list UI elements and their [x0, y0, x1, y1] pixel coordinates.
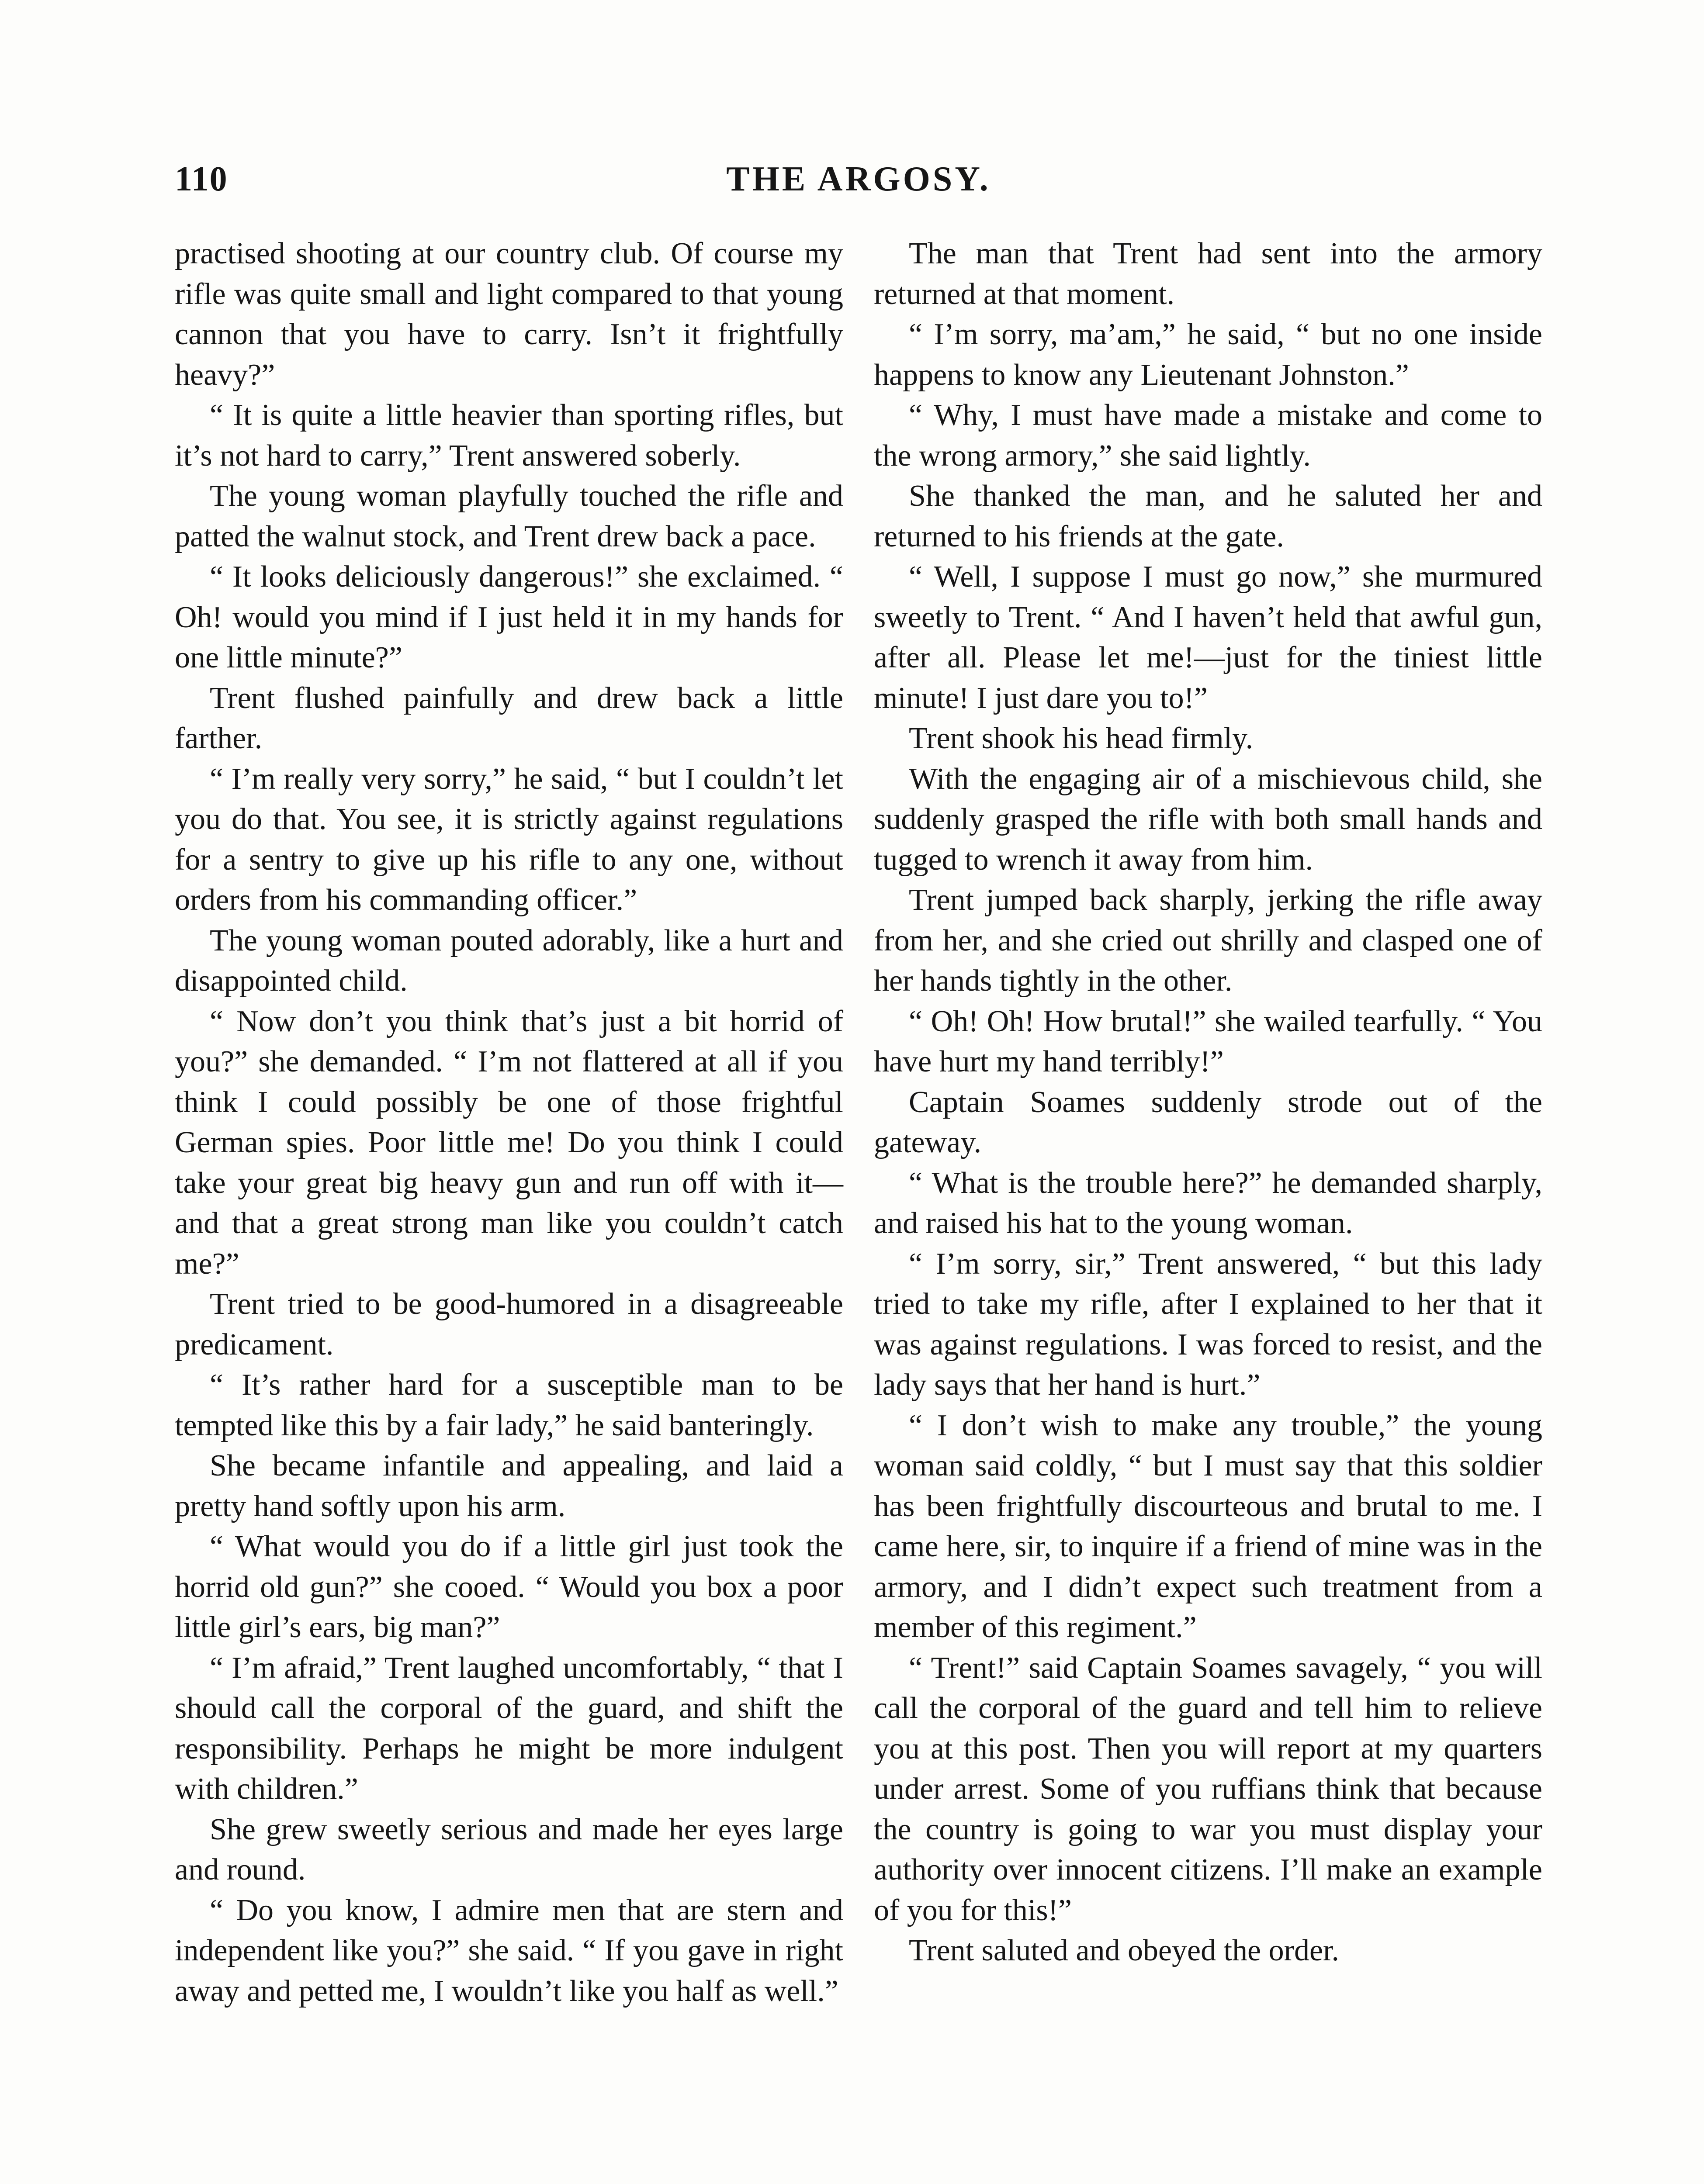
- paragraph: With the engaging air of a mischievous child, she suddenly grasped the rifle with both small hands and tugged to wrench it away from him.: [874, 762, 1542, 877]
- paragraph: “ I’m afraid,” Trent laughed uncomfortably, “ that I should call the corporal of the guard, and shift the responsibility. Perhaps he might be more indulgent with children.”: [175, 1651, 843, 1806]
- paragraph: “ I’m really very sorry,” he said, “ but I couldn’t let you do that. You see, it is strictly against regulations for a sentry to give up his rifle to any one, without orders from his commanding officer.”: [175, 762, 843, 917]
- paragraph: “ Oh! Oh! How brutal!” she wailed tearfully. “ You have hurt my hand terribly!”: [874, 1004, 1542, 1078]
- paragraph: “ It looks deliciously dangerous!” she exclaimed. “ Oh! would you mind if I just held it in my hands for one little minute?”: [175, 560, 843, 674]
- paragraph: “ It’s rather hard for a susceptible man to be tempted like this by a fair lady,” he said banteringly.: [175, 1368, 843, 1442]
- paragraph: “ Do you know, I admire men that are stern and independent like you?” she said. “ If you gave in right away and petted me, I wouldn’t like you half as well.”: [175, 1893, 843, 2008]
- paragraph: “ Well, I suppose I must go now,” she murmured sweetly to Trent. “ And I haven’t held that awful gun, after all. Please let me!—just for the tiniest little minute! I just dare you to!”: [874, 560, 1542, 715]
- paragraph: She became infantile and appealing, and laid a pretty hand softly upon his arm.: [175, 1449, 843, 1523]
- paragraph: “ Now don’t you think that’s just a bit horrid of you?” she demanded. “ I’m not flattered at all if you think I could possibly be one of those frightful German spies. Poor little me! Do you think I could take your great big heavy gun and run off with it—and that a great strong man like you couldn’t catch me?”: [175, 1004, 843, 1281]
- page-header: [175, 159, 1542, 207]
- paragraph: Trent saluted and obeyed the order.: [909, 1934, 1339, 1967]
- paragraph: The young woman playfully touched the rifle and patted the walnut stock, and Trent drew back a pace.: [175, 479, 843, 553]
- paragraph: “ Trent!” said Captain Soames savagely, “ you will call the corporal of the guard and tell him to relieve you at this post. Then you will report at my quarters under arrest. Some of you ruffians think that because the country is going to war you must display your authority over innocent citizens. I’ll make an example of you for this!”: [874, 1651, 1542, 1927]
- paragraph: “ It is quite a little heavier than sporting rifles, but it’s not hard to carry,” Trent answered soberly.: [175, 398, 843, 473]
- paragraph: Trent tried to be good-humored in a disagreeable predicament.: [175, 1287, 843, 1362]
- paragraph: “ What is the trouble here?” he demanded sharply, and raised his hat to the young woman.: [874, 1166, 1542, 1240]
- paragraph: The young woman pouted adorably, like a hurt and disappointed child.: [175, 923, 843, 998]
- paragraph: “ I’m sorry, ma’am,” he said, “ but no one inside happens to know any Lieutenant Johnston.”: [874, 318, 1542, 392]
- paragraph: Trent shook his head firmly.: [909, 722, 1254, 755]
- left-column: [175, 234, 843, 2011]
- paragraph: “ I’m sorry, sir,” Trent answered, “ but this lady tried to take my rifle, after I explained to her that it was against regulations. I was forced to resist, and the lady says that her hand is hurt.”: [874, 1247, 1542, 1402]
- running-title: THE ARGOSY.: [726, 160, 991, 198]
- paragraph: “ I don’t wish to make any trouble,” the young woman said coldly, “ but I must say that this soldier has been frightfully discourteous and brutal to me. I came here, sir, to inquire if a friend of mine was in the armory, and I didn’t expect such treatment from a member of this regiment.”: [874, 1408, 1542, 1644]
- paragraph: practised shooting at our country club. Of course my rifle was quite small and light compared to that young cannon that you have to carry. Isn’t it frightfully heavy?”: [175, 237, 843, 392]
- paragraph: She grew sweetly serious and made her eyes large and round.: [175, 1812, 843, 1887]
- paragraph: “ Why, I must have made a mistake and come to the wrong armory,” she said lightly.: [874, 398, 1542, 473]
- paragraph: “ What would you do if a little girl just took the horrid old gun?” she cooed. “ Would you box a poor little girl’s ears, big man?”: [175, 1530, 843, 1644]
- paragraph: The man that Trent had sent into the armory returned at that moment.: [874, 237, 1542, 311]
- paragraph: Captain Soames suddenly strode out of the gateway.: [874, 1085, 1542, 1159]
- right-column: [874, 234, 1542, 1971]
- page-number: 110: [175, 160, 228, 198]
- paragraph: She thanked the man, and he saluted her and returned to his friends at the gate.: [874, 479, 1542, 553]
- paragraph: Trent jumped back sharply, jerking the rifle away from her, and she cried out shrilly and clasped one of her hands tightly in the other.: [874, 883, 1542, 998]
- paragraph: Trent flushed painfully and drew back a little farther.: [175, 681, 843, 755]
